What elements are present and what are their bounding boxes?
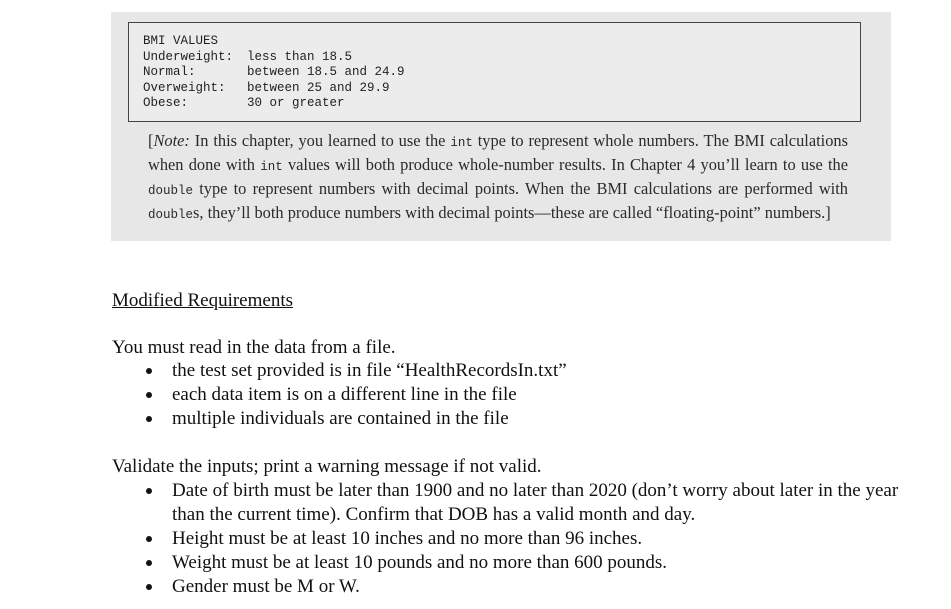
file-requirement-list <box>112 359 912 431</box>
note-code: double <box>148 184 194 198</box>
bmi-title: BMI VALUES <box>143 34 219 48</box>
list-item-text: each data item is on a different line in the file <box>172 384 517 405</box>
bmi-label: Underweight: <box>143 49 234 64</box>
bmi-label: Obese: <box>143 96 189 110</box>
bullet-icon <box>146 368 152 374</box>
note-text: values will both produce whole-number results. In Chapter 4 you’ll learn to use the <box>282 155 848 174</box>
list-item-text: the test set provided is in file “HealthRecordsIn.txt” <box>172 360 567 381</box>
bmi-value: between 18.5 and 24.9 <box>247 65 405 79</box>
bmi-label: Normal: <box>143 65 196 79</box>
bmi-values-box <box>128 22 861 122</box>
bullet-icon <box>146 536 152 542</box>
bmi-value: 30 or greater <box>247 96 345 110</box>
bullet-icon <box>146 560 152 566</box>
scanned-book-excerpt <box>111 12 891 241</box>
list-item-text: Date of birth must be later than 1900 and no later than 2020 (don’t worry about later in the year than the current time). Confirm that DOB has a valid month and day. <box>172 480 899 525</box>
note-code: int <box>450 136 473 150</box>
file-requirement-paragraph: You must read in the data from a file. <box>112 337 396 358</box>
bullet-icon <box>146 584 152 590</box>
note-text: In this chapter, you learned to use the <box>189 131 451 150</box>
section-heading: Modified Requirements <box>112 290 293 311</box>
note-code: int <box>260 160 283 174</box>
validation-list <box>112 479 912 599</box>
validate-paragraph: Validate the inputs; print a warning message if not valid. <box>112 456 542 477</box>
list-item-text: Weight must be at least 10 pounds and no more than 600 pounds. <box>172 552 668 573</box>
list-item-text: multiple individuals are contained in the file <box>172 408 509 429</box>
bmi-row-normal <box>143 65 405 81</box>
note-code: double <box>148 208 194 222</box>
list-item <box>112 575 932 599</box>
list-item <box>112 383 932 407</box>
bmi-row-underweight <box>143 50 405 66</box>
bmi-value: less than 18.5 <box>247 49 353 64</box>
note-text: s, they’ll both produce numbers with decimal points—these are called “floating-point” numbers.] <box>193 203 831 222</box>
bmi-label: Overweight: <box>143 80 226 95</box>
list-item <box>112 407 932 431</box>
bullet-icon <box>146 488 152 494</box>
list-item-text: Gender must be M or W. <box>172 576 360 597</box>
list-item <box>112 527 932 551</box>
list-item <box>112 551 932 575</box>
note-prefix: Note: <box>153 131 190 150</box>
bmi-value: between 25 and 29.9 <box>247 80 390 95</box>
bmi-row-overweight <box>143 81 405 97</box>
list-item <box>112 479 932 527</box>
note-text: type to represent whole numbers. The BMI calculations when done with <box>148 131 848 174</box>
list-item-text: Height must be at least 10 inches and no more than 96 inches. <box>172 528 643 549</box>
note-open-bracket: [ <box>148 131 154 150</box>
bullet-icon <box>146 416 152 422</box>
bullet-icon <box>146 392 152 398</box>
bmi-row-obese <box>143 96 405 112</box>
bmi-values-table <box>143 34 405 112</box>
note-text: type to represent numbers with decimal points. When the BMI calculations are performed with <box>193 179 848 198</box>
list-item <box>112 359 932 383</box>
book-note-paragraph <box>148 130 848 226</box>
